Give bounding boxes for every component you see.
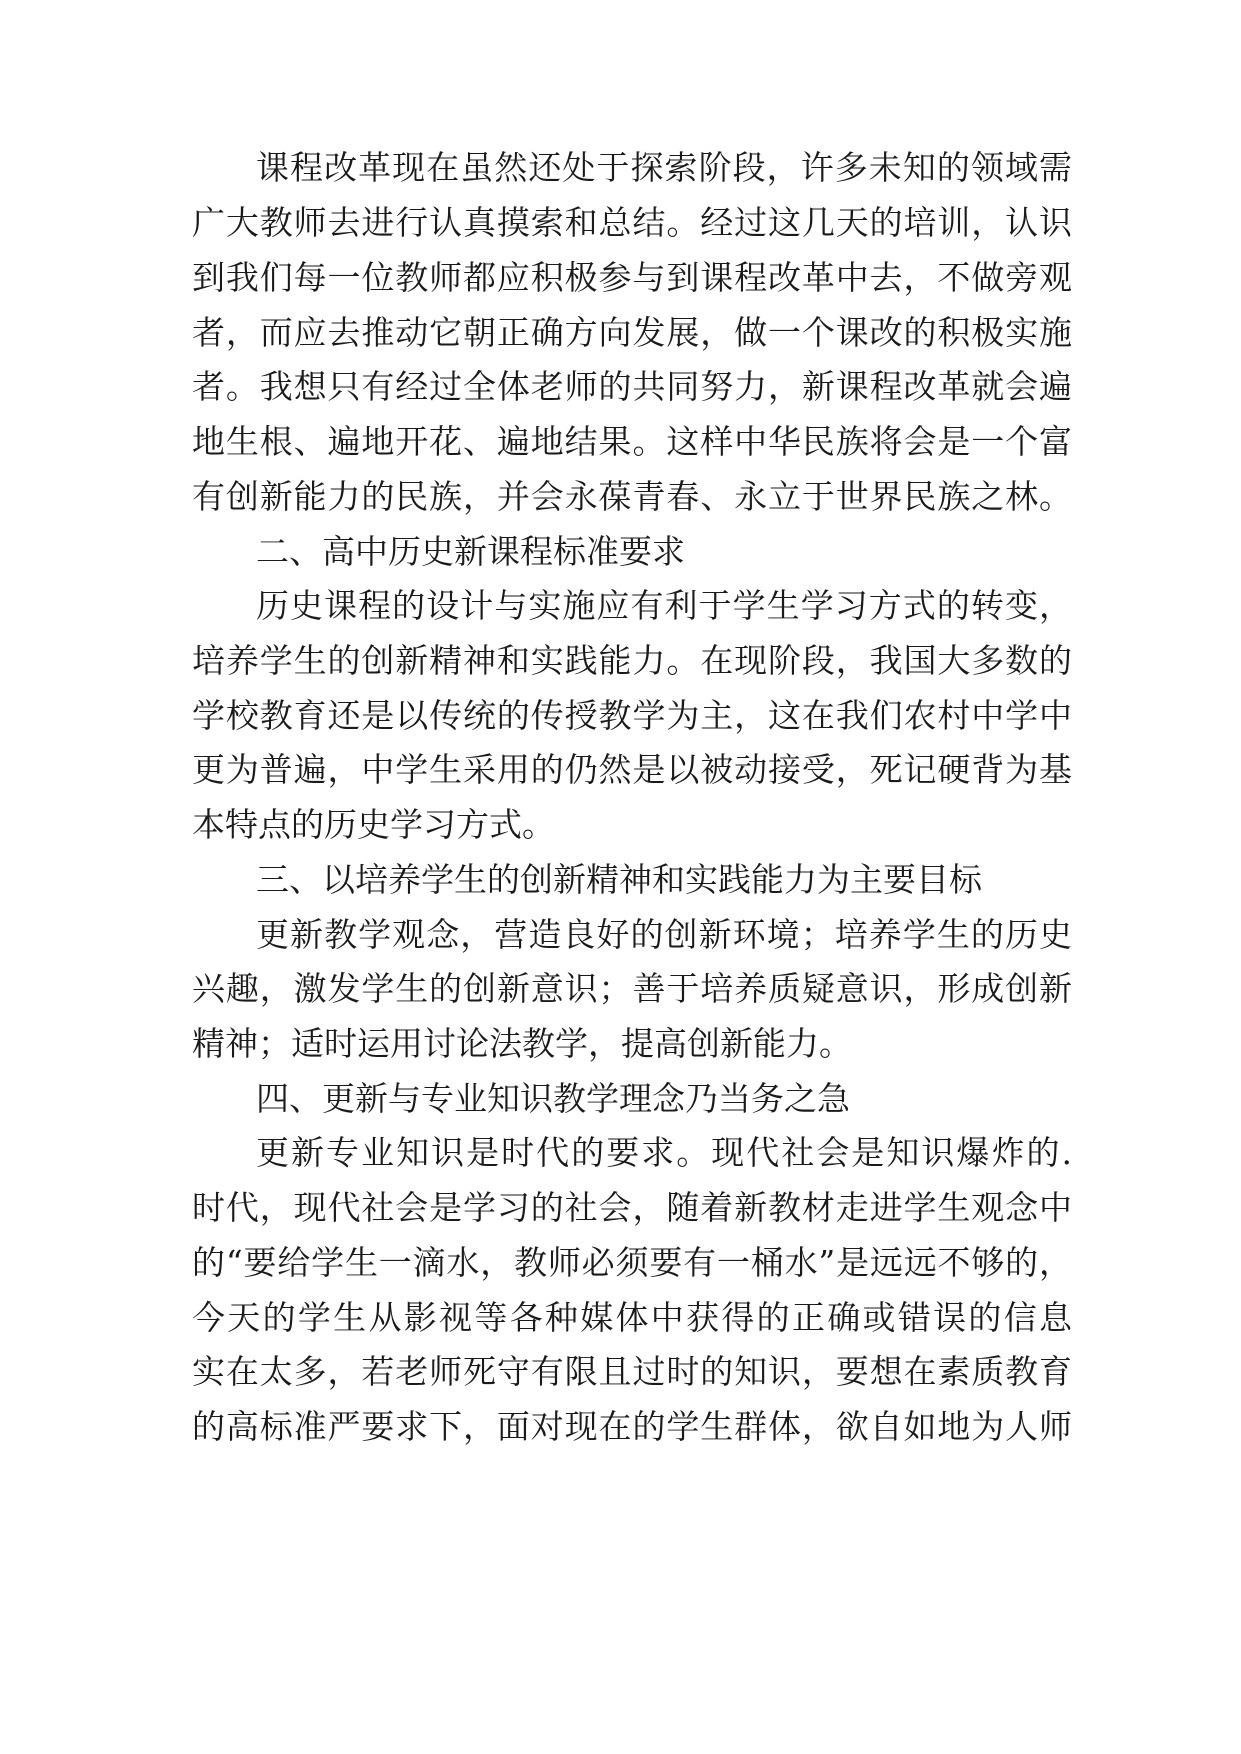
paragraph-1-line-6: 地生根、遍地开花、遍地结果。这样中华民族将会是一个富 bbox=[192, 422, 1072, 461]
paragraph-1-line-1: 课程改革现在虽然还处于探索阶段，许多未知的领域需 bbox=[256, 148, 1072, 187]
paragraph-1-line-3: 到我们每一位教师都应积极参与到课程改革中去，不做旁观 bbox=[192, 258, 1072, 297]
paragraph-4-line-1: 更新专业知识是时代的要求。现代社会是知识爆炸的. bbox=[256, 1133, 1072, 1172]
paragraph-2-line-1: 历史课程的设计与实施应有利于学生学习方式的转变， bbox=[256, 586, 1072, 625]
paragraph-1-line-5: 者。我想只有经过全体老师的共同努力，新课程改革就会遍 bbox=[192, 367, 1072, 406]
section-heading-2: 二、高中历史新课程标准要求 bbox=[256, 532, 685, 571]
paragraph-4-line-5: 实在太多，若老师死守有限且过时的知识，要想在素质教育 bbox=[192, 1352, 1072, 1391]
paragraph-4-line-2: 时代，现代社会是学习的社会，随着新教材走进学生观念中 bbox=[192, 1188, 1072, 1227]
paragraph-4-line-6: 的高标准严要求下，面对现在的学生群体，欲自如地为人师 bbox=[192, 1407, 1072, 1446]
paragraph-2-line-4: 更为普遍，中学生采用的仍然是以被动接受，死记硬背为基 bbox=[192, 750, 1072, 789]
paragraph-2-line-5: 本特点的历史学习方式。 bbox=[192, 805, 555, 844]
paragraph-3-line-1: 更新教学观念，营造良好的创新环境；培养学生的历史 bbox=[256, 915, 1072, 954]
paragraph-4-line-4: 今天的学生从影视等各种媒体中获得的正确或错误的信息 bbox=[192, 1298, 1072, 1337]
paragraph-4-line-3: 的“要给学生一滴水，教师必须要有一桶水”是远远不够的， bbox=[192, 1243, 1072, 1282]
paragraph-3-line-3: 精神；适时运用讨论法教学，提高创新能力。 bbox=[192, 1024, 852, 1063]
section-heading-4: 四、更新与专业知识教学理念乃当务之急 bbox=[256, 1079, 850, 1118]
paragraph-1-line-7: 有创新能力的民族，并会永葆青春、永立于世界民族之林。 bbox=[192, 477, 1072, 516]
paragraph-3-line-2: 兴趣，激发学生的创新意识；善于培养质疑意识，形成创新 bbox=[192, 969, 1072, 1008]
paragraph-1-line-4: 者，而应去推动它朝正确方向发展，做一个课改的积极实施 bbox=[192, 313, 1072, 352]
paragraph-1-line-2: 广大教师去进行认真摸索和总结。经过这几天的培训，认识 bbox=[192, 203, 1072, 242]
section-heading-3: 三、以培养学生的创新精神和实践能力为主要目标 bbox=[256, 860, 982, 899]
paragraph-2-line-2: 培养学生的创新精神和实践能力。在现阶段，我国大多数的 bbox=[192, 641, 1072, 680]
paragraph-2-line-3: 学校教育还是以传统的传授教学为主，这在我们农村中学中 bbox=[192, 696, 1072, 735]
